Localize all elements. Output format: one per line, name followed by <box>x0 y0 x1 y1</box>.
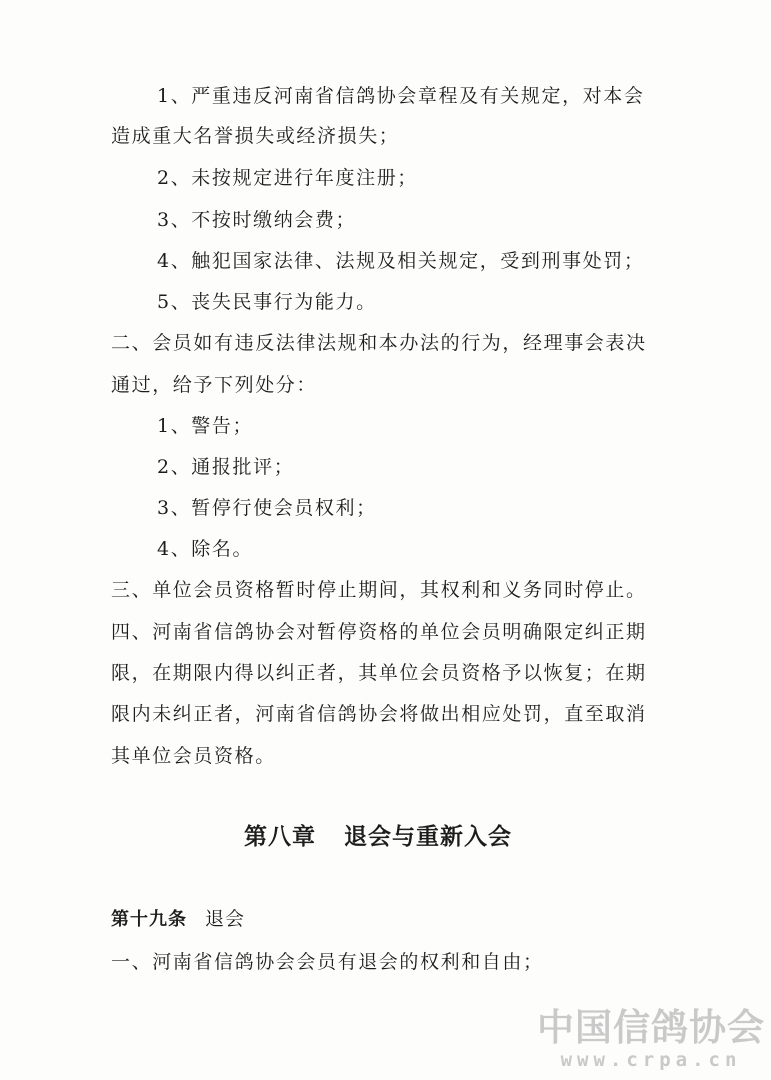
article-number: 第十九条 <box>111 909 187 930</box>
list-item: 4、除名。 <box>157 538 254 560</box>
paragraph-line: 三、单位会员资格暂时停止期间，其权利和义务同时停止。 <box>111 579 647 601</box>
chapter-number: 第八章 <box>244 824 316 850</box>
paragraph-line: 造成重大名誉损失或经济损失； <box>111 125 400 147</box>
watermark-title: 中国信鸽协会 <box>537 1006 765 1049</box>
paragraph-line: 一、河南省信鸽协会会员有退会的权利和自由； <box>111 951 544 973</box>
paragraph-line: 1、严重违反河南省信鸽协会章程及有关规定，对本会 <box>157 85 645 107</box>
list-item: 3、不按时缴纳会费； <box>157 209 357 231</box>
list-item: 1、警告； <box>157 415 254 437</box>
paragraph-line: 限，在期限内得以纠正者，其单位会员资格予以恢复；在期 <box>111 662 647 684</box>
article-heading <box>111 907 245 932</box>
chapter-heading <box>244 823 512 851</box>
list-item: 2、通报批评； <box>157 456 295 478</box>
list-item: 2、未按规定进行年度注册； <box>157 167 418 189</box>
site-watermark <box>537 1008 765 1070</box>
list-item: 5、丧失民事行为能力。 <box>157 291 377 313</box>
chapter-title: 退会与重新入会 <box>344 824 512 850</box>
paragraph-line: 限内未纠正者，河南省信鸽协会将做出相应处罚，直至取消 <box>111 703 647 725</box>
article-title: 退会 <box>205 908 246 930</box>
paragraph-line: 其单位会员资格。 <box>111 745 276 767</box>
paragraph-line: 通过，给予下列处分： <box>111 374 318 396</box>
list-item: 4、触犯国家法律、法规及相关规定，受到刑事处罚； <box>157 250 645 272</box>
paragraph-line: 二、会员如有违反法律法规和本办法的行为，经理事会表决 <box>111 332 647 354</box>
watermark-url: www.crpa.cn <box>560 1049 742 1071</box>
list-item: 3、暂停行使会员权利； <box>157 497 377 519</box>
paragraph-line: 四、河南省信鸽协会对暂停资格的单位会员明确限定纠正期 <box>111 621 647 643</box>
